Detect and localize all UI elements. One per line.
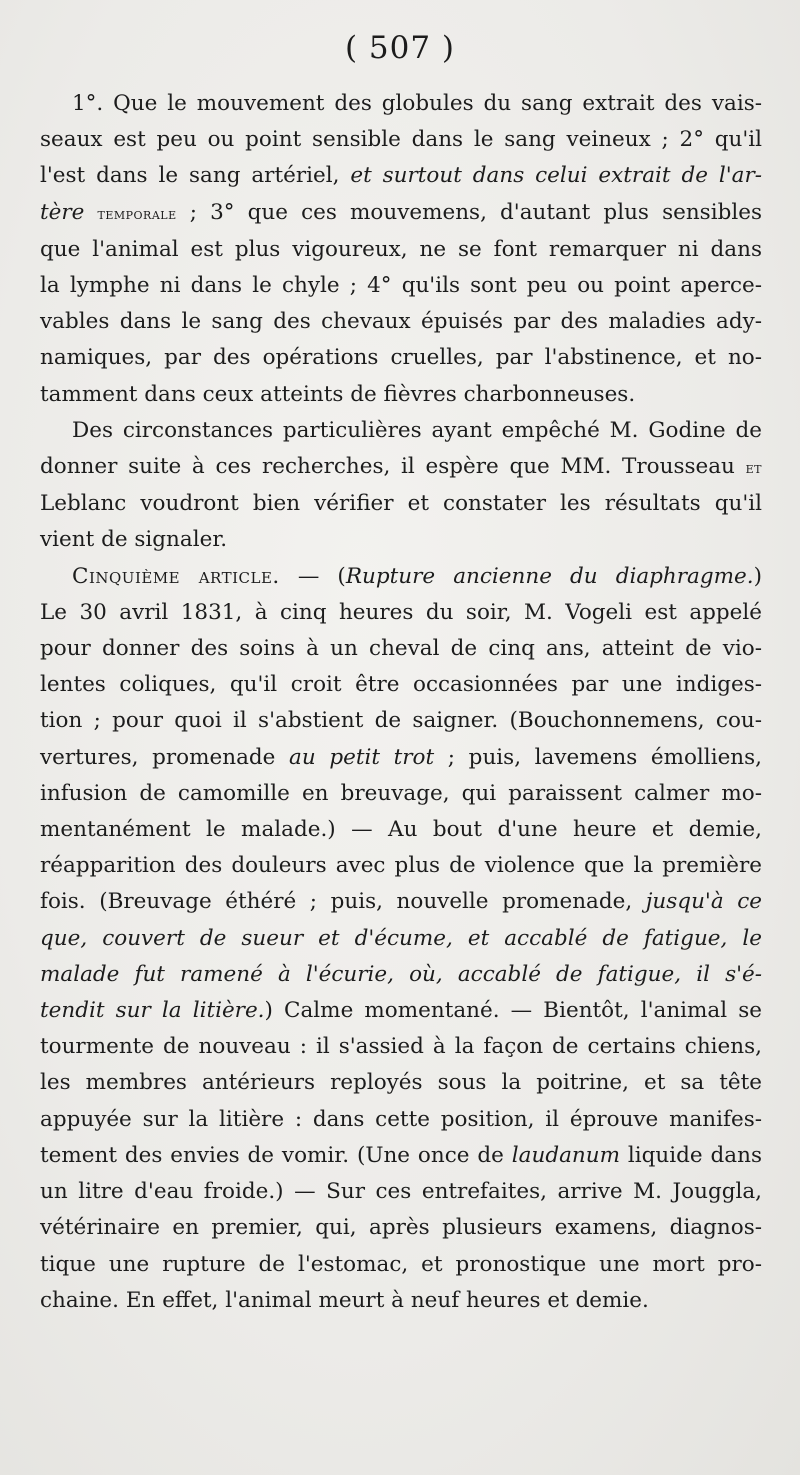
- text-line: [40, 1247, 762, 1283]
- text-run: un litre d'eau froide.) — Sur ces entrefaites, arrive M. Jouggla,: [40, 1179, 762, 1205]
- text-run: que l'animal est plus vigoureux, ne se font remarquer ni dans: [40, 236, 762, 262]
- text-run: mentanément le malade.) — Au bout d'une heure et demie,: [40, 817, 762, 843]
- text-line: [40, 232, 762, 268]
- text-line: [40, 667, 762, 703]
- text-line: [40, 86, 762, 122]
- paragraph: [40, 413, 762, 559]
- text-run: donner suite à ces recherches, il espère que MM. Trousseau: [40, 454, 746, 480]
- text-line: [40, 1065, 762, 1101]
- text-line: [40, 486, 762, 522]
- text-run: infusion de camomille en breuvage, qui paraissent calmer mo-: [40, 780, 762, 806]
- text-run: — (: [279, 563, 346, 589]
- text-line: [40, 1174, 762, 1210]
- page-number: ( 507 ): [344, 30, 456, 66]
- small-caps-text: temporale: [97, 203, 177, 223]
- small-caps-text: et: [745, 458, 762, 478]
- italic-text: tère: [40, 199, 85, 225]
- text-run: vétérinaire en premier, qui, après plusieurs examens, diagnos-: [40, 1215, 762, 1241]
- text-line: [40, 703, 762, 739]
- text-line: [40, 776, 762, 812]
- text-run: tamment dans ceux atteints de fièvres charbonneuses.: [40, 381, 636, 407]
- text-line: [40, 957, 762, 993]
- text-line: [40, 268, 762, 304]
- italic-text: laudanum: [511, 1142, 620, 1168]
- text-run: Leblanc voudront bien vérifier et constater les résultats qu'il: [40, 491, 762, 517]
- text-run: vertures, promenade: [40, 744, 290, 770]
- text-run: tion ; pour quoi il s'abstient de saigner. (Bouchonnemens, cou-: [40, 708, 762, 734]
- italic-text: Rupture ancienne du diaphragme.: [345, 563, 754, 589]
- text-run: l'est dans le sang artériel,: [40, 163, 351, 189]
- text-run: la lymphe ni dans le chyle ; 4° qu'ils sont peu ou point aperce-: [40, 273, 762, 299]
- italic-text: jusqu'à ce: [645, 889, 762, 915]
- text-line: [40, 884, 762, 920]
- italic-text: tendit sur la litière.: [40, 998, 265, 1024]
- italic-text: que, couvert de sueur et d'écume, et accablé de fatigue, le: [40, 925, 762, 951]
- text-run: vient de signaler.: [40, 527, 228, 553]
- italic-text: au petit trot: [289, 744, 435, 770]
- text-run: ) Calme momentané. — Bientôt, l'animal se: [264, 998, 762, 1024]
- paragraph: [40, 559, 762, 1319]
- text-run: fois. (Breuvage éthéré ; puis, nouvelle promenade,: [40, 889, 646, 915]
- text-run: tourmente de nouveau : il s'assied à la façon de certains chiens,: [40, 1034, 762, 1060]
- text-line: [40, 631, 762, 667]
- text-run: Le 30 avril 1831, à cinq heures du soir, M. Vogeli est appelé: [40, 599, 762, 625]
- text-run: les membres antérieurs reployés sous la poitrine, et sa tête: [40, 1070, 762, 1096]
- text-run: 1°. Que le mouvement des globules du sang extrait des vais-: [72, 91, 762, 116]
- text-line: [40, 1283, 762, 1319]
- text-line: [40, 848, 762, 884]
- text-line: [40, 195, 762, 232]
- text-line: [40, 122, 762, 158]
- text-line: [40, 595, 762, 631]
- text-line: [40, 993, 762, 1029]
- text-run: appuyée sur la litière : dans cette position, il éprouve manifes-: [40, 1106, 762, 1132]
- text-line: [40, 812, 762, 848]
- text-line: [40, 559, 762, 595]
- text-run: [84, 200, 97, 225]
- text-run: tique une rupture de l'estomac, et pronostique une mort pro-: [40, 1251, 762, 1277]
- text-run: réapparition des douleurs avec plus de violence que la première: [40, 853, 762, 879]
- text-run: ; puis, lavemens émolliens,: [434, 744, 763, 770]
- text-run: Des circonstances particulières ayant empêché M. Godine de: [72, 417, 762, 443]
- text-run: vables dans le sang des chevaux épuisés par des maladies ady-: [40, 309, 762, 335]
- text-line: [40, 340, 762, 376]
- text-run: chaine. En effet, l'animal meurt à neuf heures et demie.: [40, 1287, 649, 1313]
- text-run: pour donner des soins à un cheval de cinq ans, atteint de vio-: [40, 636, 762, 662]
- small-caps-text: Cinquième article.: [72, 563, 280, 589]
- text-run: lentes coliques, qu'il croit être occasionnées par une indiges-: [40, 672, 762, 698]
- text-line: [40, 1210, 762, 1246]
- body-text: [40, 86, 762, 1319]
- italic-text: malade fut ramené à l'écurie, où, accablé de fatigue, il s'é-: [40, 961, 762, 987]
- italic-text: et surtout dans celui extrait de l'ar-: [350, 163, 762, 189]
- paragraph: [40, 86, 762, 413]
- text-line: [40, 158, 762, 194]
- text-run: seaux est peu ou point sensible dans le sang veineux ; 2° qu'il: [40, 127, 762, 153]
- text-line: [40, 304, 762, 340]
- text-line: [40, 449, 762, 486]
- text-line: [40, 1138, 762, 1174]
- text-run: tement des envies de vomir. (Une once de: [40, 1142, 512, 1168]
- text-line: [40, 740, 762, 776]
- text-line: [40, 1029, 762, 1065]
- text-line: [40, 377, 762, 413]
- text-line: [40, 1102, 762, 1138]
- text-line: [40, 413, 762, 449]
- text-run: namiques, par des opérations cruelles, par l'abstinence, et no-: [40, 345, 762, 371]
- text-run: liquide dans: [620, 1142, 762, 1168]
- text-line: [40, 522, 762, 558]
- text-run: ): [753, 563, 762, 589]
- text-line: [40, 921, 762, 957]
- text-run: ; 3° que ces mouvemens, d'autant plus sensibles: [176, 199, 762, 225]
